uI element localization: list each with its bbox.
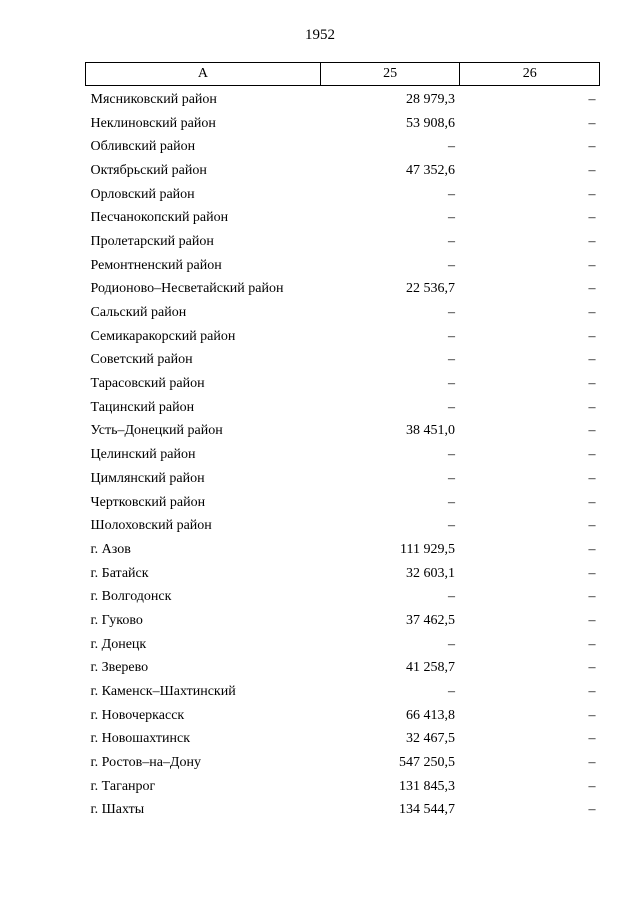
row-name-cell: г. Батайск	[90, 565, 149, 581]
row-value-25-cell: 32 467,5	[405, 731, 455, 747]
table-row	[86, 183, 600, 207]
row-name-cell: г. Гуково	[90, 612, 143, 628]
row-value-25-cell: 41 258,7	[405, 660, 455, 676]
table-row	[86, 585, 600, 609]
table-row	[86, 538, 600, 562]
table-row	[86, 396, 600, 420]
table-row	[86, 491, 600, 515]
row-name-cell: Мясниковский район	[90, 91, 217, 107]
table-row	[86, 135, 600, 159]
table-row	[86, 514, 600, 538]
row-value-25-cell: 22 536,7	[405, 281, 455, 297]
row-value-25-cell: 53 908,6	[405, 115, 455, 131]
row-name-cell: г. Таганрог	[90, 778, 156, 794]
row-name-cell: Чертковский район	[90, 494, 206, 510]
row-name-cell: Сальский район	[90, 305, 187, 321]
row-value-26-cell: –	[588, 423, 596, 439]
row-name-cell: г. Каменск–Шахтинский	[90, 684, 236, 700]
row-value-26-cell: –	[588, 233, 596, 249]
row-value-26-cell: –	[588, 612, 596, 628]
row-value-25-cell: 37 462,5	[405, 612, 455, 628]
table-row	[86, 680, 600, 704]
row-value-25-cell: 38 451,0	[405, 423, 455, 439]
table-row	[86, 349, 600, 373]
row-value-26-cell: –	[588, 210, 596, 226]
row-value-26-cell: –	[588, 660, 596, 676]
row-value-26-cell: –	[588, 755, 596, 771]
row-value-25-cell: 111 929,5	[400, 541, 455, 557]
row-value-25-cell: 134 544,7	[398, 802, 455, 818]
row-value-25-cell: 547 250,5	[398, 755, 455, 771]
row-name-cell: г. Зверево	[90, 660, 149, 676]
table-row	[86, 301, 600, 325]
row-name-cell: Тарасовский район	[90, 376, 205, 392]
row-value-25-cell: 131 845,3	[398, 778, 455, 794]
table-header	[86, 63, 600, 86]
row-value-26-cell: –	[588, 162, 596, 178]
row-name-cell: Обливский район	[90, 139, 196, 155]
row-name-cell: Тацинский район	[90, 399, 195, 415]
row-value-25-cell: –	[447, 257, 455, 273]
row-name-cell: Песчанокопский район	[90, 210, 229, 226]
row-value-26-cell: –	[588, 399, 596, 415]
row-name-cell: Ремонтненский район	[90, 257, 222, 273]
table-row	[86, 799, 600, 823]
table-row	[86, 609, 600, 633]
row-value-26-cell: –	[588, 541, 596, 557]
row-value-25-cell: –	[447, 186, 455, 202]
row-value-25-cell: –	[447, 518, 455, 534]
row-name-cell: Родионово–Несветайский район	[90, 281, 284, 297]
row-value-26-cell: –	[588, 494, 596, 510]
row-value-26-cell: –	[588, 139, 596, 155]
row-name-cell: Советский район	[90, 352, 193, 368]
table-row	[86, 254, 600, 278]
row-value-26-cell: –	[588, 707, 596, 723]
row-name-cell: г. Новочеркасск	[90, 707, 185, 723]
row-value-26-cell: –	[588, 731, 596, 747]
table-row	[86, 467, 600, 491]
row-value-26-cell: –	[588, 589, 596, 605]
table-row	[86, 751, 600, 775]
table-row	[86, 206, 600, 230]
row-value-26-cell: –	[588, 281, 596, 297]
page-number: 1952	[305, 27, 335, 43]
row-value-26-cell: –	[588, 115, 596, 131]
row-value-26-cell: –	[588, 186, 596, 202]
row-name-cell: Пролетарский район	[90, 233, 214, 249]
row-value-26-cell: –	[588, 778, 596, 794]
header-column-25: 25	[320, 63, 460, 86]
row-name-cell: г. Новошахтинск	[90, 731, 191, 747]
table-body	[86, 86, 600, 823]
row-value-26-cell: –	[588, 518, 596, 534]
row-value-25-cell: –	[447, 636, 455, 652]
table-row	[86, 562, 600, 586]
row-name-cell: г. Донецк	[90, 636, 147, 652]
row-value-25-cell: 32 603,1	[405, 565, 455, 581]
row-name-cell: г. Ростов–на–Дону	[90, 755, 201, 771]
row-name-cell: Октябрьский район	[90, 162, 207, 178]
table-row	[86, 775, 600, 799]
table-row	[86, 633, 600, 657]
row-value-25-cell: –	[447, 328, 455, 344]
data-table	[85, 62, 600, 822]
row-value-25-cell: 28 979,3	[405, 91, 455, 107]
row-value-25-cell: –	[447, 470, 455, 486]
table-row	[86, 704, 600, 728]
table-row	[86, 372, 600, 396]
table-row	[86, 230, 600, 254]
table-row	[86, 86, 600, 112]
row-value-26-cell: –	[588, 470, 596, 486]
row-name-cell: Неклиновский район	[90, 115, 216, 131]
row-value-25-cell: –	[447, 305, 455, 321]
row-value-25-cell: –	[447, 139, 455, 155]
row-value-26-cell: –	[588, 352, 596, 368]
row-name-cell: г. Шахты	[90, 802, 145, 818]
header-column-a: А	[86, 63, 321, 86]
row-value-25-cell: –	[447, 399, 455, 415]
table-row	[86, 325, 600, 349]
table-row	[86, 443, 600, 467]
row-name-cell: Целинский район	[90, 447, 196, 463]
row-value-26-cell: –	[588, 91, 596, 107]
row-value-26-cell: –	[588, 684, 596, 700]
row-value-25-cell: –	[447, 494, 455, 510]
table-row	[86, 112, 600, 136]
row-name-cell: Орловский район	[90, 186, 195, 202]
row-value-26-cell: –	[588, 565, 596, 581]
header-row	[86, 63, 600, 86]
row-name-cell: Шолоховский район	[90, 518, 212, 534]
row-value-26-cell: –	[588, 447, 596, 463]
row-value-25-cell: –	[447, 447, 455, 463]
table-row	[86, 159, 600, 183]
row-value-25-cell: –	[447, 589, 455, 605]
row-value-25-cell: –	[447, 376, 455, 392]
row-name-cell: г. Азов	[90, 541, 131, 557]
row-value-26-cell: –	[588, 305, 596, 321]
row-name-cell: Цимлянский район	[90, 470, 205, 486]
table-row	[86, 728, 600, 752]
row-name-cell: г. Волгодонск	[90, 589, 172, 605]
table-row	[86, 657, 600, 681]
header-column-26: 26	[460, 63, 600, 86]
row-name-cell: Семикаракорский район	[90, 328, 236, 344]
row-name-cell: Усть–Донецкий район	[90, 423, 223, 439]
row-value-26-cell: –	[588, 257, 596, 273]
row-value-25-cell: –	[447, 684, 455, 700]
row-value-26-cell: –	[588, 328, 596, 344]
row-value-26-cell: –	[588, 636, 596, 652]
row-value-26-cell: –	[588, 376, 596, 392]
row-value-25-cell: –	[447, 352, 455, 368]
table-row	[86, 278, 600, 302]
row-value-25-cell: 47 352,6	[405, 162, 455, 178]
row-value-25-cell: 66 413,8	[405, 707, 455, 723]
row-value-25-cell: –	[447, 210, 455, 226]
row-value-25-cell: –	[447, 233, 455, 249]
row-value-26-cell: –	[588, 802, 596, 818]
table-row	[86, 420, 600, 444]
